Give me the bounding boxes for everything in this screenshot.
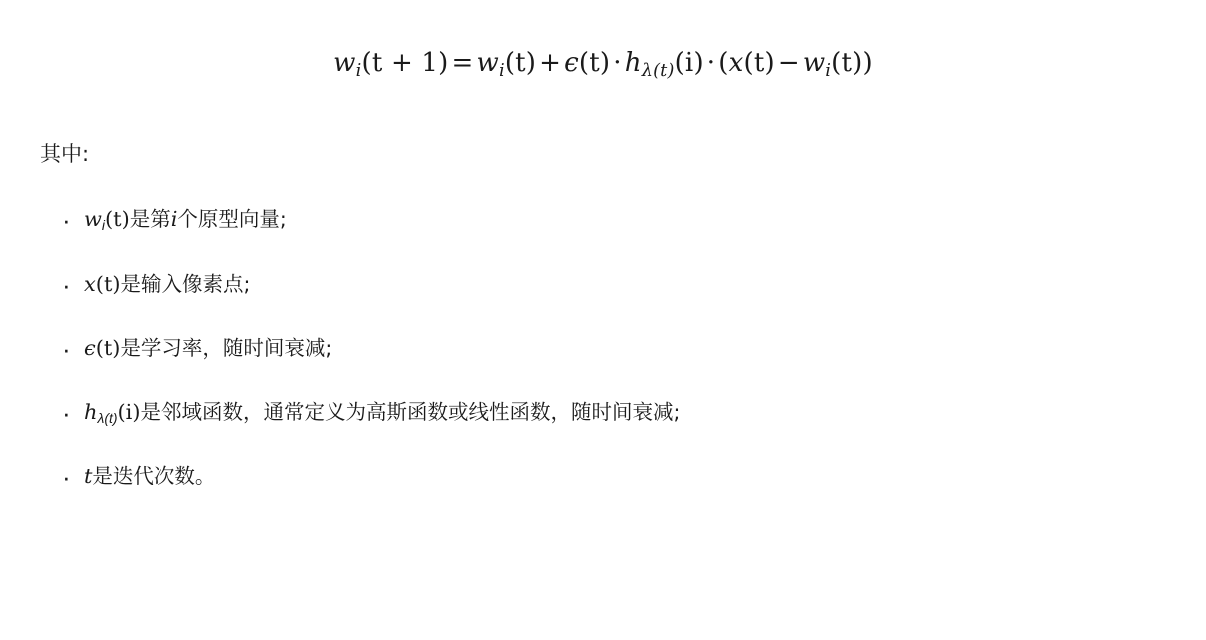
term-text-a: 是迭代次数。 [92,463,216,488]
formula-equals: = [451,48,474,78]
formula-term4-symbol: w [802,48,826,78]
list-item [40,461,1166,492]
formula-term4-subscript: i [825,60,832,81]
list-item [40,269,1166,300]
definition-list [40,204,1166,491]
formula-dot-2: · [706,48,716,78]
term-argument: (i) [117,399,141,424]
formula-term4-argument: (t) [831,48,863,78]
term-symbol: x [84,271,96,296]
formula-lhs-argument: (t + 1) [361,48,449,78]
formula-lhs-symbol: w [333,48,356,78]
formula-minus: − [777,48,800,78]
formula-term1-symbol: w [476,48,499,78]
term-symbol: w [84,207,102,232]
term-text-a: 是学习率，随时间衰减; [120,335,333,360]
term-argument: (t) [95,335,121,360]
display-formula [40,48,1166,81]
formula-term1-argument: (t) [504,48,537,78]
term-text-a: 是邻域函数，通常定义为高斯函数或线性函数，随时间衰减; [140,399,681,424]
term-argument: (t) [105,207,130,232]
formula-h-symbol: h [624,48,642,78]
formula-epsilon-symbol: ϵ [564,48,579,78]
term-text-a: 是输入像素点; [120,271,251,296]
term-symbol: t [84,463,93,488]
where-label: 其中: [40,141,90,166]
formula-plus: + [539,48,562,78]
formula-epsilon-argument: (t) [578,48,611,78]
list-item [40,397,1166,428]
formula-term1-subscript: i [498,60,505,81]
term-argument: (t) [95,271,121,296]
list-item [40,204,1166,235]
formula-h-subscript: λ(t) [641,60,675,81]
term-symbol: ϵ [84,335,96,360]
term-subscript: λ(t) [97,409,118,426]
formula-dot-1: · [613,48,622,78]
formula-x-argument: (t) [743,48,775,78]
term-symbol: h [84,399,98,424]
formula-paren-close: ) [862,48,873,78]
term-text-b: 个原型向量; [177,207,287,232]
document-page [0,48,1206,640]
term-text-a: 是第 [129,207,171,232]
formula-lhs-subscript: i [355,60,362,81]
formula-paren-open: ( [718,48,729,78]
list-item [40,333,1166,364]
term-subscript: i [101,217,106,234]
formula-h-argument: (i) [674,48,704,78]
term-inline-symbol: i [170,207,178,232]
formula-x-symbol: x [728,48,744,78]
